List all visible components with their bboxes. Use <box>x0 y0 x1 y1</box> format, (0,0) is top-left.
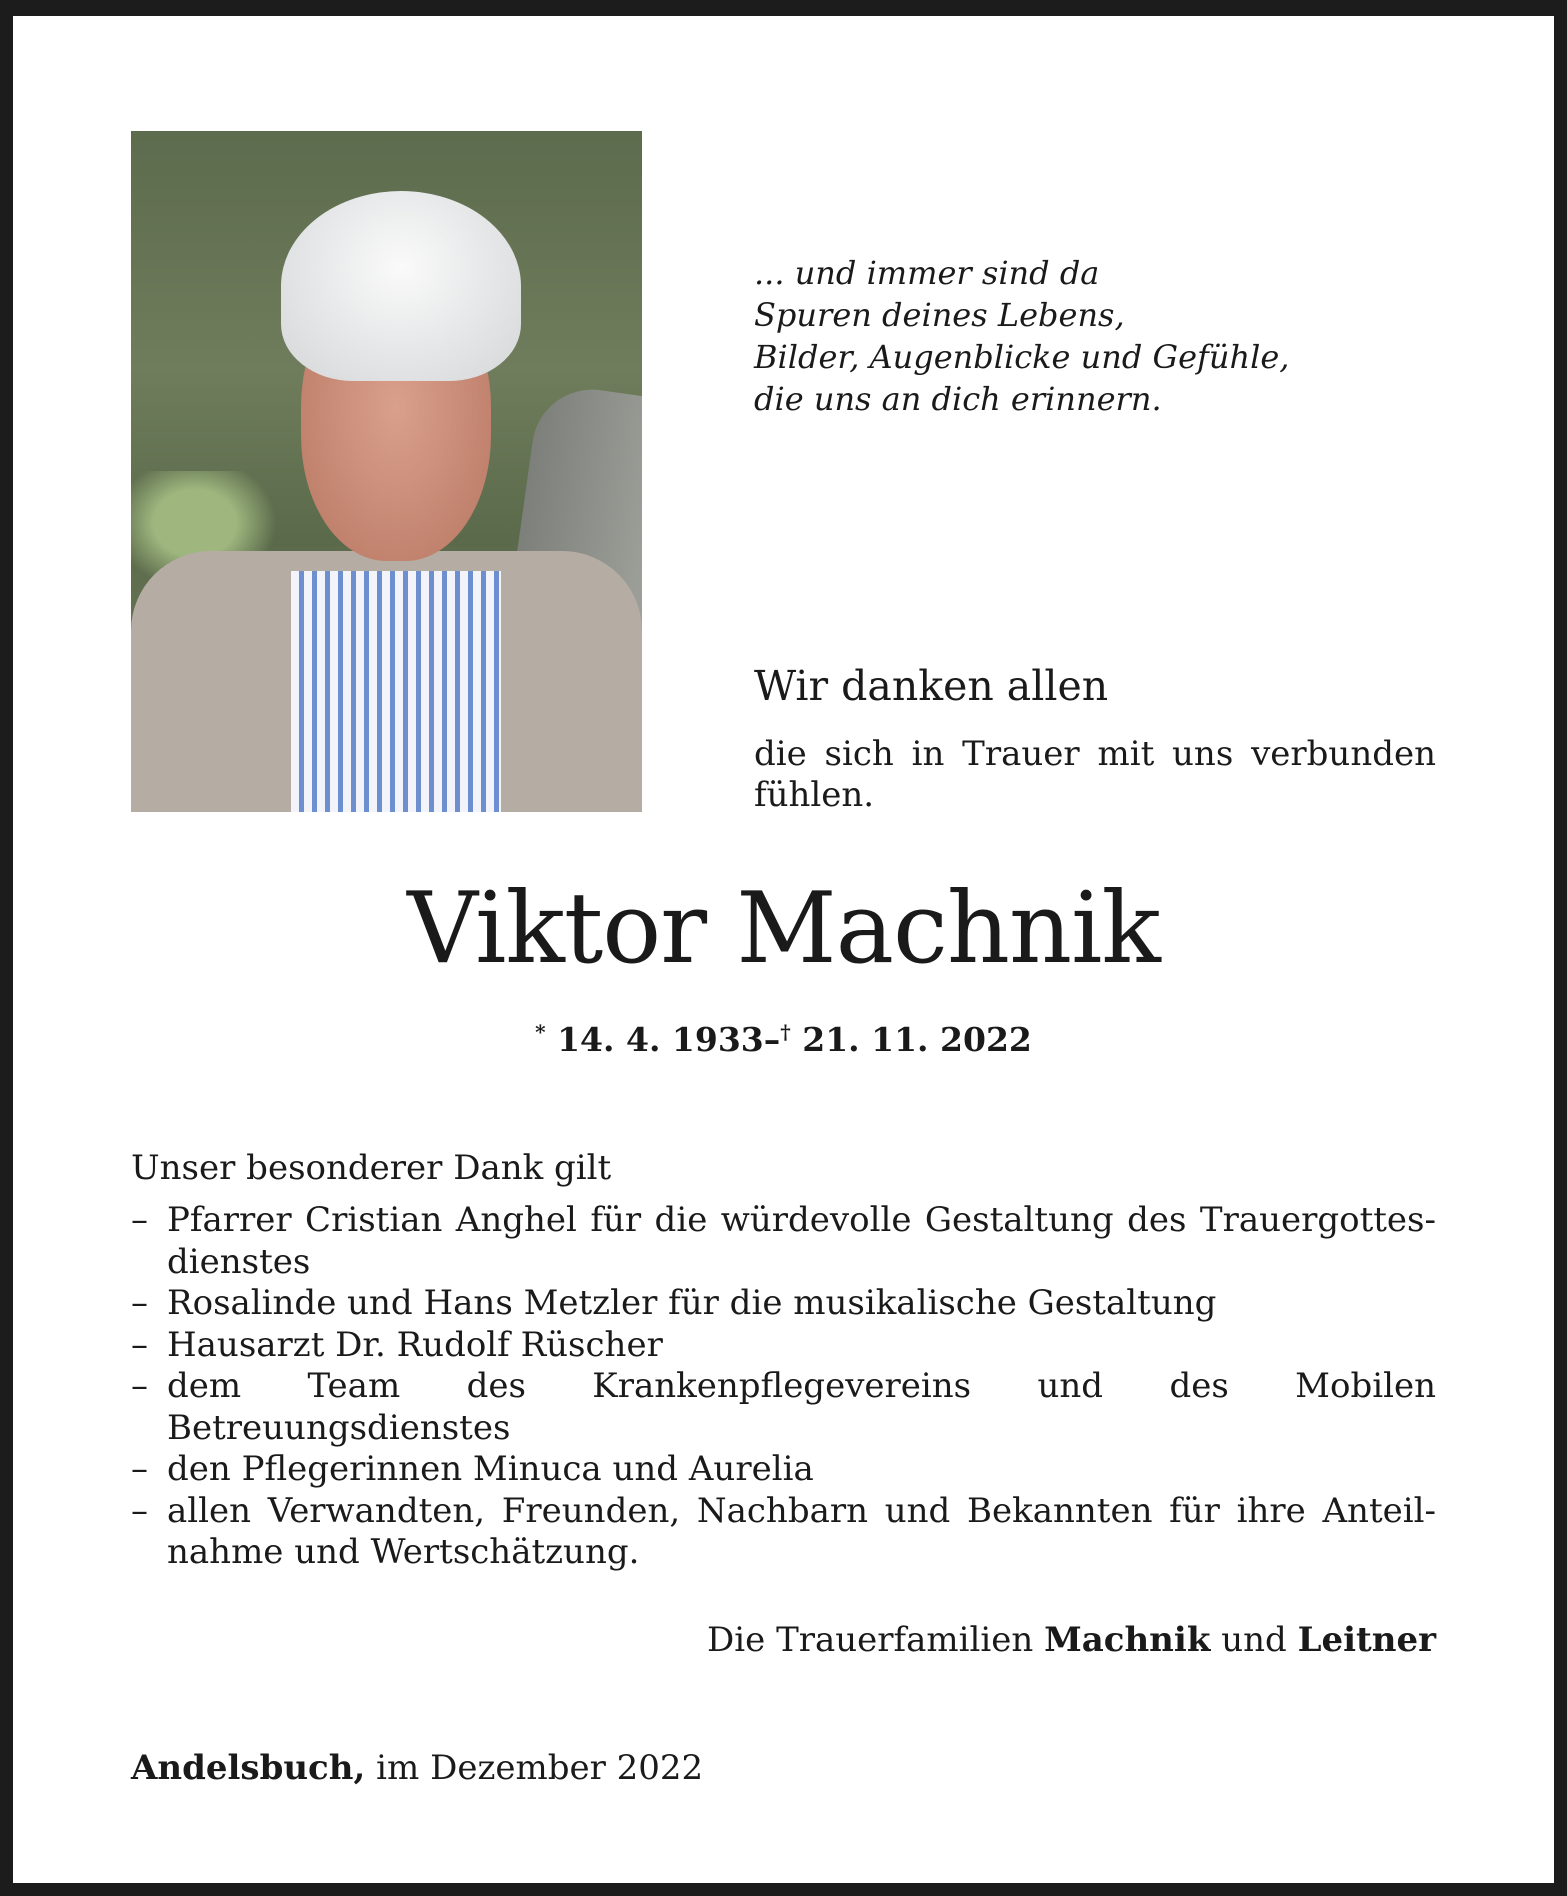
poem-line: ... und immer sind da <box>754 254 1100 292</box>
list-item <box>131 1200 1436 1283</box>
poem-line: Spuren deines Lebens, <box>754 296 1125 334</box>
list-item <box>131 1366 1436 1449</box>
list-item <box>131 1325 1436 1367</box>
bullet: – <box>131 1200 148 1240</box>
death-date: 21. 11. 2022 <box>802 1020 1032 1059</box>
special-thanks-intro: Unser besonderer Dank gilt <box>131 1148 612 1188</box>
date: im Dezember 2022 <box>376 1748 704 1788</box>
list-item-text: den Pflegerinnen Minuca und Aurelia <box>167 1449 814 1489</box>
bullet: – <box>131 1490 148 1531</box>
list-item <box>131 1491 1436 1574</box>
date-separator: – <box>763 1020 781 1059</box>
signature-prefix: Die Trauerfamilien <box>707 1620 1034 1660</box>
family-name: Leitner <box>1297 1620 1436 1660</box>
list-item <box>131 1449 1436 1491</box>
thanks-text: die sich in Trauer mit uns verbunden fühlen. <box>754 734 1436 815</box>
family-name: Machnik <box>1044 1620 1211 1660</box>
deceased-name: Viktor Machnik <box>407 872 1160 986</box>
list-item-text: Rosalinde und Hans Metzler für die musikalische Gestaltung <box>167 1283 1217 1323</box>
special-thanks-list <box>131 1200 1436 1574</box>
life-dates <box>0 1020 1567 1059</box>
place: Andelsbuch, <box>131 1748 366 1788</box>
list-item-text: Hausarzt Dr. Rudolf Rüscher <box>167 1324 663 1365</box>
list-item-text: Pfarrer Cristian Anghel für die würdevolle Gestaltung des Trauergottesdienstes <box>167 1200 1436 1282</box>
place-date <box>131 1748 703 1788</box>
list-item-text: allen Verwandten, Freunden, Nachbarn und Bekannten für ihre Anteilnahme und Wertschätzung. <box>167 1490 1436 1572</box>
list-item-text: dem Team des Krankenpflegevereins und des Mobilen Betreuungsdienstes <box>167 1366 1436 1448</box>
birth-symbol: * <box>535 1020 546 1044</box>
bullet: – <box>131 1283 148 1323</box>
death-symbol: † <box>780 1020 791 1044</box>
thanks-heading: Wir danken allen <box>754 662 1109 710</box>
bullet: – <box>131 1449 148 1489</box>
poem-line: die uns an dich erinnern. <box>754 380 1162 418</box>
portrait-photo <box>131 131 642 812</box>
poem <box>754 252 1289 420</box>
bullet: – <box>131 1366 148 1406</box>
bullet: – <box>131 1324 148 1365</box>
birth-date: 14. 4. 1933 <box>557 1020 764 1059</box>
family-signature <box>707 1620 1436 1660</box>
list-item <box>131 1283 1436 1325</box>
poem-line: Bilder, Augenblicke und Gefühle, <box>754 338 1290 376</box>
signature-conjunction: und <box>1221 1620 1287 1660</box>
